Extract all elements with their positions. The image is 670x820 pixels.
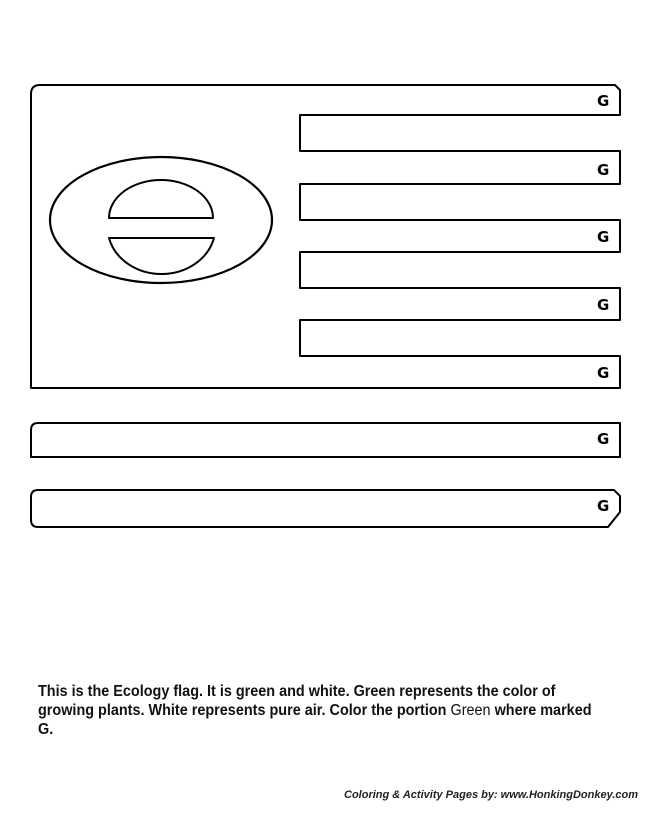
instruction-caption bbox=[38, 682, 596, 739]
stripe-label-5: G bbox=[597, 364, 610, 382]
emblem-top-half-circle bbox=[109, 180, 213, 218]
stripe-label-7: G bbox=[597, 497, 610, 515]
caption-tail-text: where marked G. bbox=[38, 702, 592, 738]
stripe-label-3: G bbox=[597, 228, 610, 246]
stripe-label-6: G bbox=[597, 430, 610, 448]
stripe-label-2: G bbox=[597, 161, 610, 179]
flag-stripe-lower-1 bbox=[31, 423, 620, 457]
site-credit: Coloring & Activity Pages by: www.HonkingDonkey.com bbox=[344, 789, 638, 801]
stripe-label-4: G bbox=[597, 296, 610, 314]
caption-color-word: Green bbox=[450, 702, 491, 719]
flag-stripe-lower-2 bbox=[31, 490, 620, 527]
stripe-label-1: G bbox=[597, 92, 610, 110]
emblem-oval bbox=[50, 157, 272, 283]
caption-main-text: This is the Ecology flag. It is green and white. Green represents the color of growing plants. White represents pure air. Color the portion bbox=[38, 683, 556, 719]
flag-canton-outline bbox=[31, 85, 620, 388]
emblem-bottom-half-circle bbox=[109, 238, 214, 274]
